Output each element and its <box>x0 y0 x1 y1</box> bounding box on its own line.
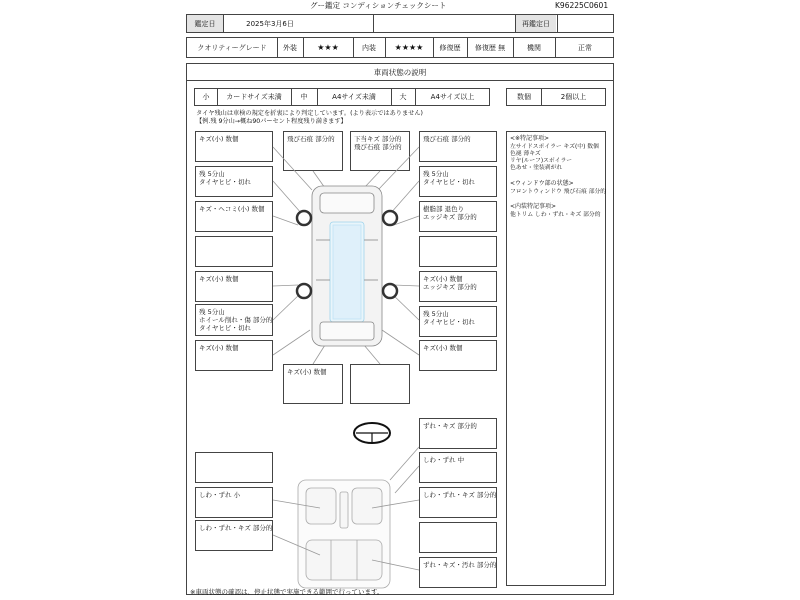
engine-value: 正常 <box>578 43 592 52</box>
legend-count-label: 数個 <box>517 93 531 101</box>
damage-box-top-1: 飛び石痕 部分的 <box>283 131 343 171</box>
interior-label: 内装 <box>362 43 376 52</box>
legend-mid-desc: A4サイズ未満 <box>332 93 376 101</box>
footer-note: ※車両状態の確認は、停止状態で実施できる範囲で行っています。 <box>190 588 384 596</box>
quality-grade-label: クオリティーグレード <box>197 43 267 52</box>
interior-box-right-4 <box>419 522 497 553</box>
car-interior-diagram <box>298 480 390 588</box>
exterior-rating: ★★★ <box>317 43 339 52</box>
steering-wheel-icon <box>354 423 390 443</box>
inspection-date-value: 2025年3月6日 <box>246 19 294 28</box>
legend-mid: 中 <box>300 93 308 101</box>
damage-box-right-6: 残 5分山 タイヤヒビ・切れ <box>419 306 497 337</box>
repair-history-label: 修復歴 <box>439 43 461 52</box>
tire-note-line1: タイヤ残山は車検の規定を折衷により判定しています。(より表示ではありません) <box>196 110 423 117</box>
sheet-title: グー鑑定 コンディションチェックシート <box>310 1 447 10</box>
legend-small: 小 <box>202 93 210 101</box>
damage-box-right-5: キズ(小) 数個 エッジキズ 部分的 <box>419 271 497 302</box>
damage-box-right-2: 残 5分山 タイヤヒビ・切れ <box>419 166 497 197</box>
interior-box-left-2: しわ・ずれ 小 <box>195 487 273 518</box>
engine-label: 機関 <box>527 43 541 52</box>
interior-box-left-1 <box>195 452 273 483</box>
damage-box-right-7: キズ(小) 数個 <box>419 340 497 371</box>
interior-box-left-3: しわ・ずれ・キズ 部分的 <box>195 520 273 551</box>
damage-box-right-3: 樹脂部 退色り エッジキズ 部分的 <box>419 201 497 232</box>
legend-count-value: 2個以上 <box>560 93 587 101</box>
legend-large: 大 <box>399 93 407 101</box>
damage-box-right-1: 飛び石痕 部分的 <box>419 131 497 162</box>
damage-box-left-3: キズ・ヘコミ(小) 数個 <box>195 201 273 232</box>
interior-notes-title: <内装特記事項> <box>510 203 557 210</box>
damage-box-left-2: 残 5分山 タイヤヒビ・切れ <box>195 166 273 197</box>
exterior-label: 外装 <box>283 43 297 52</box>
window-notes-title: <ウィンドウ部の状態> <box>510 180 574 187</box>
interior-rating: ★★★★ <box>394 43 424 52</box>
legend-small-desc: カードサイズ未満 <box>226 93 282 101</box>
damage-box-left-5: キズ(小) 数個 <box>195 271 273 302</box>
sheet-number: K96225C0601 <box>555 1 609 10</box>
interior-box-right-5: ずれ・キズ・汚れ 部分的 <box>419 557 497 588</box>
interior-box-right-1: ずれ・キズ 部分的 <box>419 418 497 449</box>
tire-note-line2: 【例.残 9分山→概ね90パーセント程度残り満きます】 <box>196 118 347 125</box>
repair-history-value: 修復歴 無 <box>474 43 506 52</box>
remarks-panel: <※特記事項> 左サイドスポイラー キズ(中) 数個 色褪 薄キズ リヤ(ルーフ)スポイラー 色あせ・塗装剥がれ <ウィンドウ部の状態> フロントウィンドウ 飛び石痕 部分的 <内装特記事項> 他トリム しわ・ずれ・キズ 部分的 <box>506 131 606 586</box>
inspection-date-label: 鑑定日 <box>187 15 223 32</box>
damage-box-top-2: 下当キズ 部分的 飛び石痕 部分的 <box>350 131 410 171</box>
damage-box-bottom-1: キズ(小) 数個 <box>283 364 343 404</box>
damage-box-left-6: 残 5分山 ホイール削れ・傷 部分的 タイヤヒビ・切れ <box>195 304 273 336</box>
damage-box-left-1: キズ(小) 数個 <box>195 131 273 162</box>
section-title: 車両状態の説明 <box>373 67 427 77</box>
damage-box-left-7: キズ(小) 数個 <box>195 340 273 371</box>
special-notes-title: <※特記事項> <box>510 135 550 142</box>
interior-box-right-2: しわ・ずれ 中 <box>419 452 497 483</box>
legend-large-desc: A4サイズ以上 <box>430 93 475 101</box>
interior-box-right-3: しわ・ずれ・キズ 部分的 <box>419 487 497 518</box>
reinspection-date-label: 再鑑定日 <box>516 15 556 32</box>
